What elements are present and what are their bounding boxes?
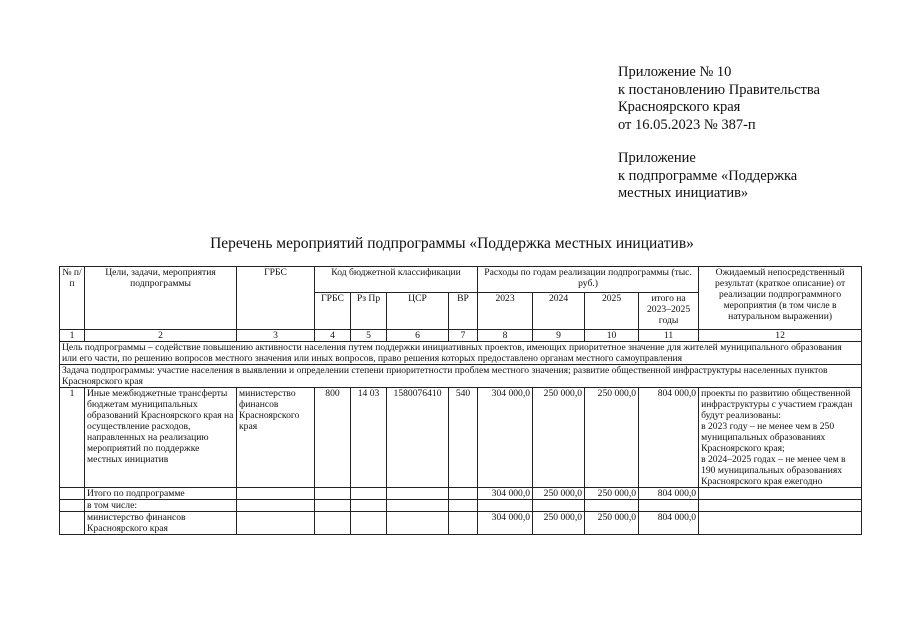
appendix-sub-header: [618, 150, 888, 203]
header-num: № п/п: [60, 267, 85, 330]
total-2023: 304 000,0: [478, 488, 533, 500]
column-number: 9: [533, 330, 585, 342]
goal-row: [60, 342, 862, 365]
ministry-2024: 250 000,0: [533, 512, 585, 535]
column-number: 1: [60, 330, 85, 342]
column-number: 10: [585, 330, 639, 342]
header-goals: Цели, задачи, мероприятия подпрограммы: [85, 267, 237, 330]
result-paragraph: в 2024–2025 годах – не менее чем в 190 муниципальных образованиях Красноярского края ежегодно: [701, 454, 846, 487]
subheader-total: итого на 2023–2025 годы: [639, 293, 699, 330]
column-number: 5: [351, 330, 387, 342]
subheader-2023: 2023: [478, 293, 533, 330]
ministry-label: министерство финансов Красноярского края: [85, 512, 237, 535]
subheader-2025: 2025: [585, 293, 639, 330]
column-number: 2: [85, 330, 237, 342]
total-total: 804 000,0: [639, 488, 699, 500]
subheader-2024: 2024: [533, 293, 585, 330]
appendix-main-line: к постановлению Правительства: [618, 81, 820, 98]
ministry-2023: 304 000,0: [478, 512, 533, 535]
ministry-2025: 250 000,0: [585, 512, 639, 535]
task-text: Задача подпрограммы: участие населения в выявлении и определении степени приоритетности проблем местного значения; развитие общественной инфраструктуры населенных пунктов Красноярского края: [60, 365, 862, 388]
including-row: [60, 500, 862, 512]
total-2025: 250 000,0: [585, 488, 639, 500]
column-number-row: [60, 330, 862, 342]
column-number: 7: [449, 330, 478, 342]
appendix-main-line: Красноярского края: [618, 99, 741, 115]
document-title: Перечень мероприятий подпрограммы «Поддержка местных инициатив»: [210, 235, 694, 252]
result-paragraph: проекты по развитию общественной инфраструктуры с участием граждан будут реализованы:: [701, 388, 853, 421]
appendix-main-line: Приложение № 10: [618, 64, 732, 80]
column-number: 11: [639, 330, 699, 342]
column-number: 3: [237, 330, 315, 342]
measure-rzpr: 14 03: [351, 388, 387, 488]
measure-vr: 540: [449, 388, 478, 488]
ministry-total: 804 000,0: [639, 512, 699, 535]
measure-row: [60, 388, 862, 488]
goal-text: Цель подпрограммы – содействие повышению активности населения путем поддержки инициативных проектов, имеющих приоритетное значение для жителей муниципального образования или его части, по решению вопросов местного значения или иных вопросов, право решения которых предоставлено органам местного самоуправления: [60, 342, 862, 365]
measure-num: 1: [60, 388, 85, 488]
measure-code-grbs: 800: [315, 388, 351, 488]
ministry-row: [60, 512, 862, 535]
header-expenses: Расходы по годам реализации подпрограммы (тыс. руб.): [478, 267, 699, 293]
appendix-sub-line: Приложение: [618, 150, 696, 166]
measure-total: 804 000,0: [639, 388, 699, 488]
measure-2025: 250 000,0: [585, 388, 639, 488]
measure-grbs: министерство финансов Красноярского края: [237, 388, 315, 488]
total-row: [60, 488, 862, 500]
including-label: в том числе:: [85, 500, 237, 512]
column-number: 8: [478, 330, 533, 342]
measures-table: [59, 266, 862, 535]
header-budget-code: Код бюджетной классификации: [315, 267, 478, 293]
measure-2024: 250 000,0: [533, 388, 585, 488]
subheader-rzpr: Рз Пр: [351, 293, 387, 330]
subheader-csr: ЦСР: [387, 293, 449, 330]
measure-2023: 304 000,0: [478, 388, 533, 488]
total-label: Итого по подпрограмме: [85, 488, 237, 500]
result-paragraph: в 2023 году – не менее чем в 250 муниципальных образованиях Красноярского края;: [701, 421, 835, 454]
measure-csr: 1580076410: [387, 388, 449, 488]
header-grbs: ГРБС: [237, 267, 315, 330]
appendix-sub-line: местных инициатив»: [618, 185, 749, 201]
measure-name: Иные межбюджетные трансферты бюджетам муниципальных образований Красноярского края на осуществление расходов, направленных на реализацию мероприятий по поддержке местных инициатив: [85, 388, 237, 488]
column-number: 12: [699, 330, 862, 342]
appendix-main-line: от 16.05.2023 № 387-п: [618, 116, 756, 133]
appendix-main-header: [618, 64, 888, 134]
subheader-vr: ВР: [449, 293, 478, 330]
total-2024: 250 000,0: [533, 488, 585, 500]
subheader-grbs: ГРБС: [315, 293, 351, 330]
column-number: 6: [387, 330, 449, 342]
table-header-row: [60, 267, 862, 293]
task-row: [60, 365, 862, 388]
appendix-sub-line: к подпрограмме «Поддержка: [618, 167, 798, 184]
header-result: Ожидаемый непосредственный результат (краткое описание) от реализации подпрограммного мероприятия (в том числе в натуральном выражении): [699, 267, 862, 330]
column-number: 4: [315, 330, 351, 342]
measure-result: [699, 388, 862, 488]
